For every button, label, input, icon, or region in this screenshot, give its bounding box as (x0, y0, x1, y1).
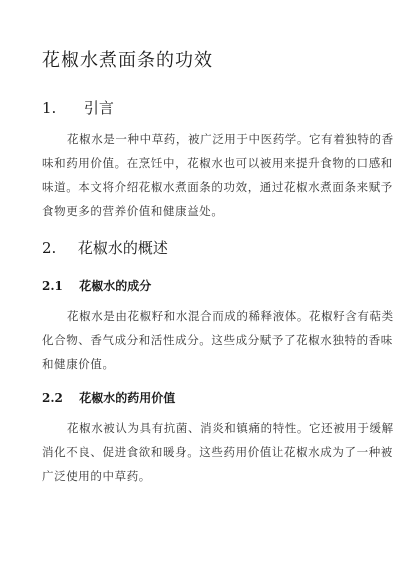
section-2-heading (42, 237, 168, 258)
subsection-2-1-paragraph (42, 304, 394, 376)
paragraph-line: 味道。本文将介绍花椒水煮面条的功效，通过花椒水煮面条来赋予 (42, 180, 393, 194)
paragraph-line: 花椒水是由花椒籽和水混合而成的稀释液体。花椒籽含有萜类 (67, 309, 394, 323)
paragraph-line: 广泛使用的中草药。 (42, 469, 151, 483)
subsection-2-2-heading (42, 389, 175, 406)
subsection-2-1-heading (42, 277, 151, 294)
subsection-2-2-number: 2.2 (42, 391, 63, 405)
section-2-number: 2. (42, 239, 57, 257)
paragraph-line: 化合物、香气成分和活性成分。这些成分赋予了花椒水独特的香味 (42, 333, 393, 347)
paragraph-line: 消化不良、促进食欲和暖身。这些药用价值让花椒水成为了一种被 (42, 445, 393, 459)
section-1-heading (42, 97, 114, 118)
section-1-title: 引言 (83, 99, 114, 117)
section-2-title: 花椒水的概述 (77, 239, 168, 257)
paragraph-line: 和健康价值。 (42, 357, 115, 371)
section-1-number: 1. (42, 99, 57, 117)
subsection-2-1-title: 花椒水的成分 (79, 279, 152, 293)
subsection-2-1-number: 2.1 (42, 279, 63, 293)
subsection-2-2-title: 花椒水的药用价值 (79, 391, 176, 405)
subsection-2-2-paragraph (42, 416, 394, 488)
paragraph-line: 食物更多的营养价值和健康益处。 (42, 204, 224, 218)
paragraph-line: 味和药用价值。在烹饪中，花椒水也可以被用来提升食物的口感和 (42, 156, 393, 170)
paragraph-line: 花椒水是一种中草药，被广泛用于中医药学。它有着独特的香 (67, 132, 394, 146)
section-1-paragraph (42, 127, 394, 223)
document-title: 花椒水煮面条的功效 (42, 50, 213, 71)
paragraph-line: 花椒水被认为具有抗菌、消炎和镇痛的特性。它还被用于缓解 (67, 421, 394, 435)
